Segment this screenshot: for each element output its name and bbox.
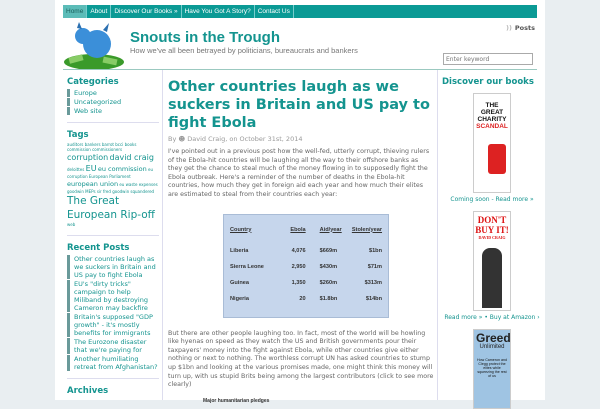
books-heading: Discover our books [442,77,534,87]
site-tagline: How we've all been betrayed by politicians, bureaucrats and bankers [130,46,358,55]
tag[interactable]: goodwin [67,188,84,194]
tag-cloud [67,142,159,228]
cover-text: Greed [476,331,511,345]
cell: Sierra Leone [230,263,264,270]
divider [437,70,438,400]
book-cover-charity[interactable] [473,93,511,193]
charity-tin-icon [488,144,506,174]
tag[interactable]: EU [85,163,97,173]
main-nav [63,5,537,18]
table-row [230,296,382,302]
cover-text: SCANDAL [476,123,508,130]
left-sidebar [67,77,159,398]
nav-about[interactable]: About [87,5,111,18]
right-sidebar [442,77,542,409]
recent-posts-heading: Recent Posts [67,242,130,253]
categories-heading: Categories [67,77,119,87]
category-link[interactable]: Europe [67,89,159,97]
author-link[interactable]: David Craig [187,135,226,143]
recent-post-link[interactable]: EU's "dirty tricks" campaign to help Miliband by destroying Cameron may backfire [67,280,159,312]
cell: Guinea [230,279,249,286]
post-paragraph: But there are other people laughing too. In fact, most of the world will be howling like hyenas on speed as they watch the US and British governments pour their taxpayers' money into the fight against Ebola, while other countries give either nothing or next to nothing. The worthless corrupt UN has asked countries to stump up $1bn and looking at the various promises made, one might think this money will turn up, with us stupid Brits being among the largest contributors (click to see more clearly) [168,329,434,389]
pledges-chart-title[interactable]: Major humanitarian pledges [203,397,270,404]
tag[interactable]: web [67,222,76,228]
tag[interactable]: European Parliament [88,174,131,180]
tag[interactable]: commission [67,147,91,153]
divider [162,70,163,400]
tag[interactable]: bankers [84,142,101,147]
tag[interactable]: commissioners [92,147,123,153]
tag[interactable]: eu waste [119,181,138,187]
cell: Nigeria [230,295,249,302]
site-title[interactable]: Snouts in the Trough [130,29,280,46]
tag[interactable]: barrot [101,142,114,147]
cell: $71m [367,263,383,270]
cell: $1bn [368,247,383,254]
post [168,78,434,404]
cell: 20 [299,295,306,302]
cell: $313m [364,279,383,286]
table-row [230,264,382,270]
cover-text: DAVID CRAIG [478,235,506,240]
category-link[interactable]: Uncategorized [67,98,159,106]
author-icon: ☻ [178,135,186,143]
tag[interactable]: squandered [130,188,155,194]
cell: 2,950 [291,263,306,270]
cell: 4,076 [291,247,306,254]
tag[interactable]: bcci [115,142,124,147]
tag[interactable]: MEPs [85,188,96,194]
tag[interactable]: deloittes [67,166,85,172]
divider [67,235,159,236]
tag[interactable]: eu corruption [67,166,154,180]
pig-logo-icon[interactable] [63,22,125,70]
rss-icon: )) [505,24,512,32]
tag[interactable]: european union [67,179,119,188]
col-header: Ebola [290,226,306,233]
archives-heading: Archives [67,385,109,396]
cell: $14bn [365,295,383,302]
recent-post-link[interactable]: Another humiliating retreat from Afghanistan? [67,355,159,371]
post-date: , on October 31st, 2014 [225,135,303,143]
tag[interactable]: sir fred goodwin [96,188,130,194]
col-header: Aid/year [319,226,342,233]
tag[interactable]: david craig [109,152,154,162]
tags-heading: Tags [67,130,89,140]
cover-text: THE GREAT CHARITY [477,102,507,123]
by-label: By [168,135,177,143]
search-input[interactable] [443,53,533,65]
cell: $260m [319,279,338,286]
divider [67,122,159,123]
tag[interactable]: books [124,142,137,147]
cover-text: How Cameron and Clegg protect the elites while squeezing the rest of us [477,358,507,378]
book-cover-dont-buy-it[interactable] [473,211,511,311]
book-caption-link[interactable]: Coming soon - Read more » [450,196,534,203]
book-cover-greed[interactable] [473,329,511,409]
recent-post-link[interactable]: The Eurozone disaster that we're paying for [67,338,159,354]
post-title[interactable]: Other countries laugh as we suckers in Britain and US pay to fight Ebola [168,79,430,131]
nav-contact[interactable]: Contact Us [255,5,294,18]
nav-home[interactable]: Home [63,5,87,18]
post-meta [168,135,434,143]
ebola-table-image[interactable] [223,214,389,318]
cell: $430m [319,263,338,270]
tag[interactable]: The Great European Rip-off [67,194,155,222]
man-figure-icon [482,248,502,308]
posts-label: Posts [514,24,535,32]
cell: $1.8bn [319,295,338,302]
recent-post-link[interactable]: Britain's supposed "GDP growth" - it's mostly benefits for immigrants [67,313,159,337]
recent-post-link[interactable]: Other countries laugh as we suckers in Britain and US pay to fight Ebola [67,255,159,279]
col-header: Stolen/year [351,226,383,233]
cell: Liberia [230,247,249,254]
rss-posts-link[interactable] [506,24,535,32]
nav-story[interactable]: Have You Got A Story? [182,5,255,18]
nav-books[interactable]: Discover Our Books » [111,5,181,18]
post-paragraph: I've pointed out in a previous post how the well-fed, utterly corrupt, thieving rulers of the Ebola-hit countries will be laughing all the way to their offshore banks as they get the chance to steal much of the money flowing in to supposedly fight the Ebola outbreak. Here's a reminder of the number of deaths in the Ebola-hit countries, how much they get in foreign aid each year and how much their elites are estimated to steal from their countries each year: [168,148,430,198]
category-link[interactable]: Web site [67,107,159,115]
tag[interactable]: corruption [67,152,109,162]
cell: 1,350 [291,279,306,286]
col-header: Country [230,226,252,233]
divider [67,378,159,379]
header-divider [63,69,537,70]
tag[interactable]: auditors [67,142,84,147]
tag[interactable]: eu commission [97,164,147,173]
table-header [230,227,382,233]
table-row [230,280,382,286]
cover-text: DON'T BUY IT! [475,215,509,235]
page [55,0,545,404]
cover-text: Unlimited [479,344,505,350]
book-caption-link[interactable]: Read more » • Buy at Amazon › [444,314,540,321]
table-row [230,248,382,254]
cell: $669m [319,247,338,254]
tag[interactable]: expenses [138,181,158,187]
